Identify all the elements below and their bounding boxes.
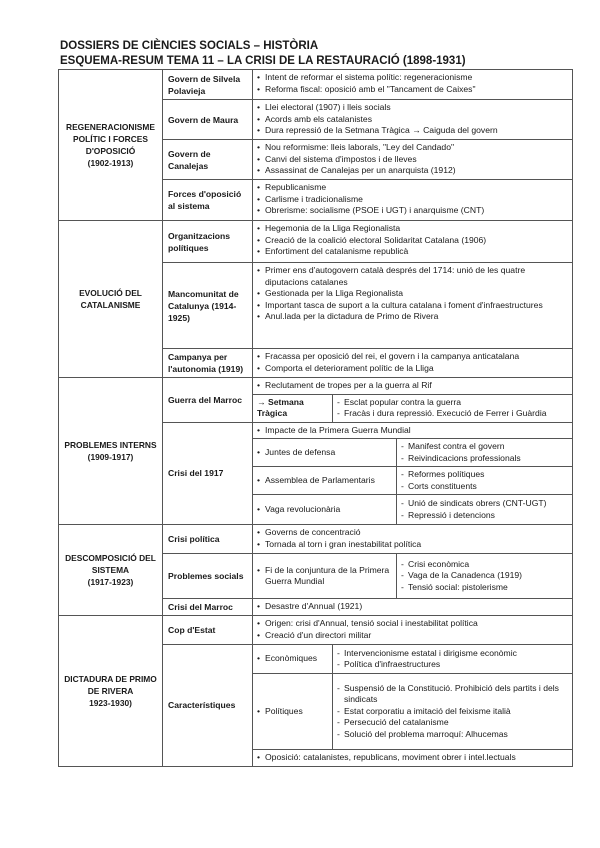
row-label-guerra-marroc: Guerra del Marroc bbox=[163, 378, 253, 423]
row-label-crisi-politica: Crisi política bbox=[163, 525, 253, 554]
list-item: • Creació d'un directori militar bbox=[257, 630, 568, 642]
section-dictadura: DICTADURA DE PRIMO DE RIVERA 1923-1930) bbox=[59, 616, 163, 767]
list-item: • Carlisme i tradicionalisme bbox=[257, 194, 568, 206]
list-item: • Primer ens d'autogovern català després del 1714: unió de les quatre diputacions catalanes bbox=[257, 265, 568, 288]
list-item: • Origen: crisi d'Annual, tensió social i inestabilitat política bbox=[257, 618, 568, 630]
section-catalanisme: EVOLUCIÓ DEL CATALANISME bbox=[59, 221, 163, 378]
list-item: - Suspensió de la Constitució. Prohibició dels partits i dels sindicats bbox=[337, 683, 568, 706]
list-item: • Reforma fiscal: oposició amb el "Tancament de Caixes" bbox=[257, 84, 568, 96]
list-item: - Fracàs i dura repressió. Execució de Ferrer i Guàrdia bbox=[337, 408, 568, 420]
row-content-cop-estat bbox=[253, 616, 573, 645]
list-item: • Nou reformisme: lleis laborals, "Ley del Candado" bbox=[257, 142, 568, 154]
list-item: • Enfortiment del catalanisme republicà bbox=[257, 246, 568, 258]
list-item: - Tensió social: pistolerisme bbox=[401, 582, 568, 594]
row-content-oposicio-dictadura bbox=[253, 750, 573, 767]
list-item: • Hegemonia de la Lliga Regionalista bbox=[257, 223, 568, 235]
list-item: - Manifest contra el govern bbox=[401, 441, 568, 453]
list-item: - Esclat popular contra la guerra bbox=[337, 397, 568, 409]
list-item: • Tornada al torn i gran inestabilitat política bbox=[257, 539, 568, 551]
row-label-organitzacions: Organitzacions polítiques bbox=[163, 221, 253, 263]
row-content-canalejas bbox=[253, 140, 573, 180]
row-label-maura: Govern de Maura bbox=[163, 100, 253, 140]
list-item: • Llei electoral (1907) i lleis socials bbox=[257, 102, 568, 114]
setmana-tragica-content bbox=[333, 394, 573, 422]
row-label-oposicio: Forces d'oposició al sistema bbox=[163, 180, 253, 221]
list-item: • Intent de reformar el sistema polític: regeneracionisme bbox=[257, 72, 568, 84]
list-item: • Oposició: catalanistes, republicans, moviment obrer i intel.lectuals bbox=[257, 752, 568, 764]
assemblea-label: • Assemblea de Parlamentaris bbox=[253, 467, 397, 495]
politiques-label: • Polítiques bbox=[253, 674, 333, 750]
list-item: • Comporta el deteriorament polític de la Lliga bbox=[257, 363, 568, 375]
list-item: • Governs de concentració bbox=[257, 527, 568, 539]
row-label-mancomunitat: Mancomunitat de Catalunya (1914-1925) bbox=[163, 263, 253, 349]
row-content-crisi-politica bbox=[253, 525, 573, 554]
list-item: - Repressió i detencions bbox=[401, 510, 568, 522]
row-content-silvela bbox=[253, 70, 573, 100]
juntes-label: • Juntes de defensa bbox=[253, 439, 397, 467]
list-item: • Acords amb els catalanistes bbox=[257, 114, 568, 126]
list-item: • Desastre d'Annual (1921) bbox=[257, 601, 568, 613]
list-item: - Vaga de la Canadenca (1919) bbox=[401, 570, 568, 582]
politiques-content bbox=[333, 674, 573, 750]
list-item: - Crisi econòmica bbox=[401, 559, 568, 571]
socials-conjuntura bbox=[253, 554, 397, 599]
row-label-crisi-1917: Crisi del 1917 bbox=[163, 422, 253, 525]
section-descomposicio: DESCOMPOSICIÓ DEL SISTEMA (1917-1923) bbox=[59, 525, 163, 616]
row-content-campanya bbox=[253, 349, 573, 378]
section-problemes-interns: PROBLEMES INTERNS (1909-1917) bbox=[59, 378, 163, 525]
list-item: • Fracassa per oposició del rei, el govern i la campanya anticatalana bbox=[257, 351, 568, 363]
dossier-title: DOSSIERS DE CIÈNCIES SOCIALS – HISTÒRIA bbox=[60, 40, 319, 52]
list-item: - Reformes polítiques bbox=[401, 469, 568, 481]
row-label-campanya: Campanya per l'autonomia (1919) bbox=[163, 349, 253, 378]
list-item: - Estat corporatiu a imitació del feixisme italià bbox=[337, 706, 568, 718]
list-item: • Obrerisme: socialisme (PSOE i UGT) i anarquisme (CNT) bbox=[257, 205, 568, 217]
list-item: • Fi de la conjuntura de la Primera Guerra Mundial bbox=[257, 565, 392, 588]
row-content-reclutament bbox=[253, 378, 573, 395]
economiques-label: • Econòmiques bbox=[253, 645, 333, 674]
list-item: - Solució del problema marroquí: Alhucemas bbox=[337, 729, 568, 741]
section-regeneracionisme: REGENERACIONISME POLÍTIC I FORCES D'OPOSICIÓ (1902-1913) bbox=[59, 70, 163, 221]
list-item: - Política d'infraestructures bbox=[337, 659, 568, 671]
list-item: • Canvi del sistema d'impostos i de lleves bbox=[257, 154, 568, 166]
list-item: • Dura repressió de la Setmana Tràgica → Caiguda del govern bbox=[257, 125, 568, 137]
list-item: • Assassinat de Canalejas per un anarquista (1912) bbox=[257, 165, 568, 177]
juntes-content bbox=[397, 439, 573, 467]
summary-table bbox=[58, 69, 573, 767]
row-label-silvela: Govern de Silvela Polavieja bbox=[163, 70, 253, 100]
list-item: • Impacte de la Primera Guerra Mundial bbox=[257, 425, 568, 437]
row-label-cop-estat: Cop d'Estat bbox=[163, 616, 253, 645]
row-content-impacte bbox=[253, 422, 573, 439]
row-label-problemes-socials: Problemes socials bbox=[163, 554, 253, 599]
list-item: • Important tasca de suport a la cultura catalana i foment d'infraestructures bbox=[257, 300, 568, 312]
list-item: • Gestionada per la Lliga Regionalista bbox=[257, 288, 568, 300]
list-item: • Republicanisme bbox=[257, 182, 568, 194]
row-label-canalejas: Govern de Canalejas bbox=[163, 140, 253, 180]
row-content-mancomunitat bbox=[253, 263, 573, 349]
row-content-oposicio bbox=[253, 180, 573, 221]
list-item: - Unió de sindicats obrers (CNT-UGT) bbox=[401, 498, 568, 510]
vaga-content bbox=[397, 495, 573, 525]
vaga-label: • Vaga revolucionària bbox=[253, 495, 397, 525]
row-content-maura bbox=[253, 100, 573, 140]
row-label-crisi-marroc: Crisi del Marroc bbox=[163, 599, 253, 616]
assemblea-content bbox=[397, 467, 573, 495]
setmana-tragica-label: → Setmana Tràgica bbox=[253, 394, 333, 422]
row-content-organitzacions bbox=[253, 221, 573, 263]
economiques-content bbox=[333, 645, 573, 674]
list-item: • Creació de la coalició electoral Solidaritat Catalana (1906) bbox=[257, 235, 568, 247]
row-label-caracteristiques: Característiques bbox=[163, 645, 253, 767]
list-item: - Persecució del catalanisme bbox=[337, 717, 568, 729]
row-content-crisi-marroc bbox=[253, 599, 573, 616]
list-item: • Anul.lada per la dictadura de Primo de Rivera bbox=[257, 311, 568, 323]
socials-content bbox=[397, 554, 573, 599]
list-item: - Corts constituents bbox=[401, 481, 568, 493]
list-item: - Intervencionisme estatal i dirigisme econòmic bbox=[337, 648, 568, 660]
list-item: - Reivindicacions professionals bbox=[401, 453, 568, 465]
list-item: • Reclutament de tropes per a la guerra al Rif bbox=[257, 380, 568, 392]
scheme-title: ESQUEMA-RESUM TEMA 11 – LA CRISI DE LA RESTAURACIÓ (1898-1931) bbox=[60, 55, 466, 67]
